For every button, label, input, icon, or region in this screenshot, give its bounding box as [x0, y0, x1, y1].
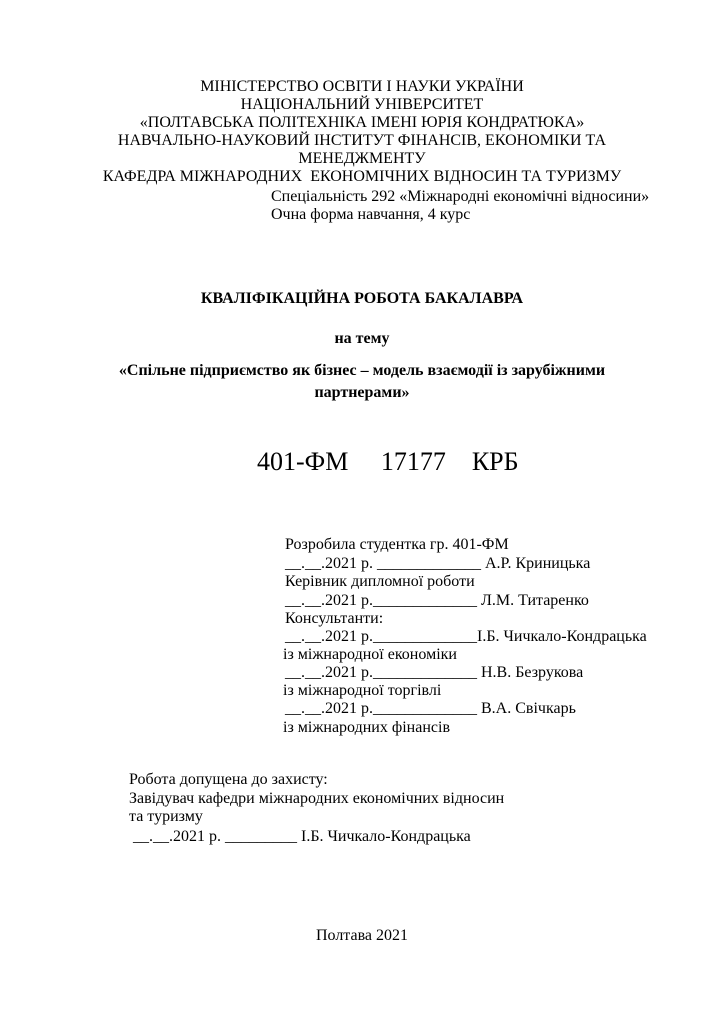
signature-line: Розробила студентка гр. 401-ФМ	[285, 536, 509, 553]
signature-line: __.__.2021 р._____________І.Б. Чичкало-Кондрацька	[285, 628, 647, 645]
signature-line: __.__.2021 р. _____________ А.Р. Криницька	[285, 555, 591, 572]
work-code: 401-ФМ 17177 КРБ	[257, 447, 519, 476]
department-line: КАФЕДРА МІЖНАРОДНИХ ЕКОНОМІЧНИХ ВІДНОСИН ТА ТУРИЗМУ	[102, 168, 622, 185]
signature-line: __.__.2021 р._____________ Л.М. Титаренко	[285, 592, 589, 609]
specialty: Спеціальність 292 «Міжнародні економічні відносини»	[271, 188, 650, 205]
admission-line: __.__.2021 р. _________ І.Б. Чичкало-Кондрацька	[129, 828, 471, 845]
university-line: НАЦІОНАЛЬНИЙ УНІВЕРСИТЕТ	[240, 96, 484, 113]
admission-line: Робота допущена до захисту:	[129, 771, 328, 788]
institute-line-2: МЕНЕДЖМЕНТУ	[298, 150, 426, 167]
city-year: Полтава 2021	[315, 927, 409, 944]
study-form: Очна форма навчання, 4 курс	[271, 206, 471, 223]
signature-line: __.__.2021 р._____________ В.А. Свічкарь	[285, 700, 576, 717]
admission-line: Завідувач кафедри міжнародних економічних відносин	[129, 790, 505, 807]
signature-line: із міжнародних фінансів	[283, 719, 450, 736]
university-name: «ПОЛТАВСЬКА ПОЛІТЕХНІКА ІМЕНІ ЮРІЯ КОНДРАТЮКА»	[139, 114, 585, 131]
ministry-line: МІНІСТЕРСТВО ОСВІТИ І НАУКИ УКРАЇНИ	[200, 78, 524, 95]
signature-line: Консультанти:	[285, 610, 384, 627]
signature-line: із міжнародної економіки	[283, 646, 457, 663]
signature-line: із міжнародної торгівлі	[283, 682, 442, 699]
topic-line-2: партнерами»	[314, 384, 410, 401]
signature-line: Керівник дипломної роботи	[285, 573, 475, 590]
signature-line: __.__.2021 р._____________ Н.В. Безрукова	[285, 664, 584, 681]
topic-line-1: «Спільне підприємство як бізнес – модель взаємодії із зарубіжними	[118, 362, 606, 379]
on-topic: на тему	[334, 330, 390, 347]
work-type: КВАЛІФІКАЦІЙНА РОБОТА БАКАЛАВРА	[200, 290, 524, 307]
institute-line: НАВЧАЛЬНО-НАУКОВИЙ ІНСТИТУТ ФІНАНСІВ, ЕКОНОМІКИ ТА	[117, 132, 607, 149]
admission-line: та туризму	[129, 808, 203, 825]
